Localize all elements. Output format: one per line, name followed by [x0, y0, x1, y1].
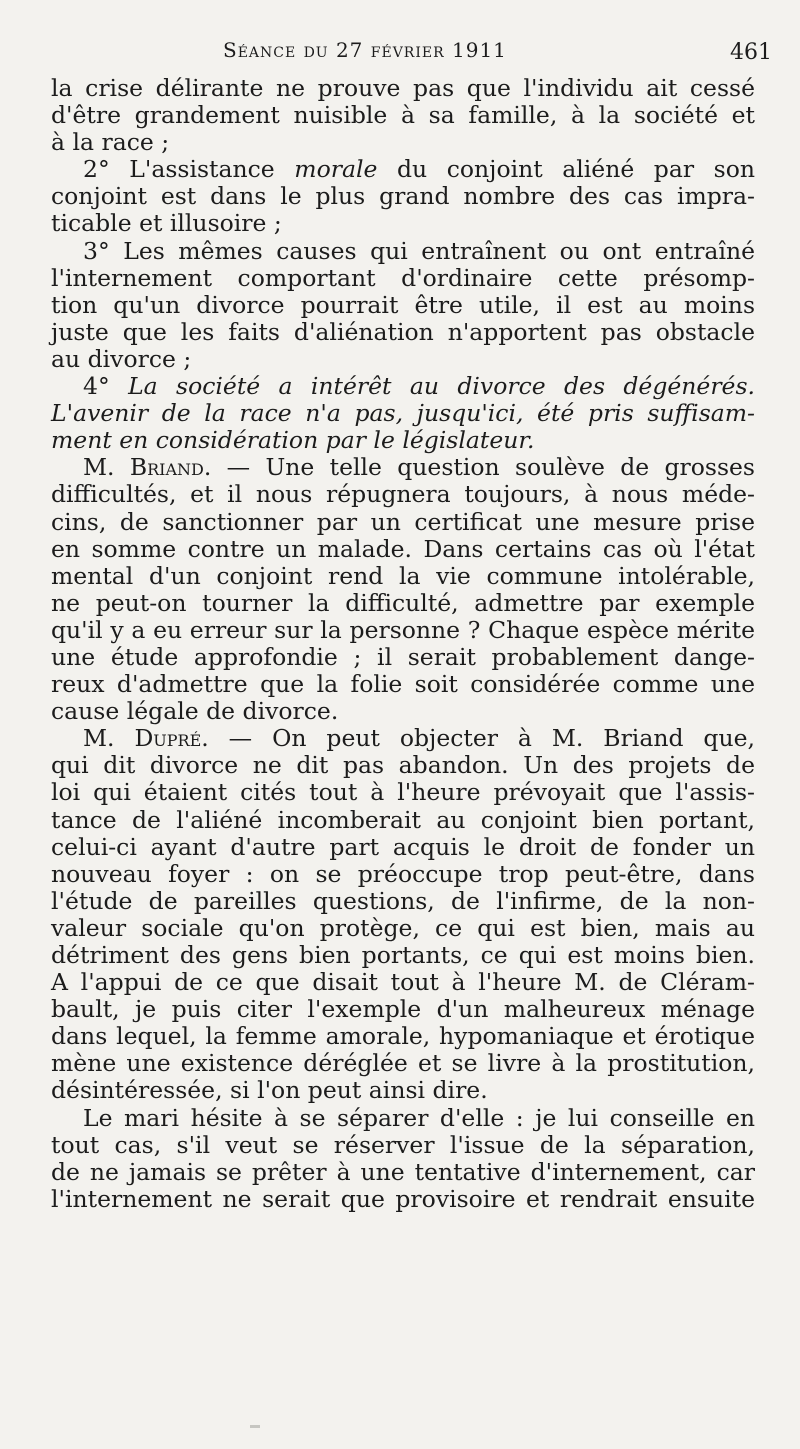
text-line: mental d'un conjoint rend la vie commune intolérable,	[51, 561, 755, 590]
text-line: au divorce ;	[51, 344, 192, 373]
list-item-2-start: 2° L'assistance	[83, 155, 275, 184]
list-item-2-rest: du conjoint aliéné par son	[396, 155, 755, 184]
text-line: l'étude de pareilles questions, de l'infirme, de la non-	[51, 886, 755, 915]
text-line: d'être grandement nuisible à sa famille, à la société et	[51, 101, 755, 130]
text-line: cause légale de divorce.	[51, 697, 339, 726]
text-line: 3° Les mêmes causes qui entraînent ou ont entraîné	[83, 236, 755, 265]
text-line	[51, 725, 755, 752]
body-text	[51, 75, 755, 1213]
italic-statement: La société a intérêt au divorce des dégénérés.	[128, 372, 755, 401]
text-line: en somme contre un malade. Dans certains cas où l'état	[51, 534, 755, 563]
text-line: tance de l'aliéné incomberait au conjoint bien portant,	[51, 805, 755, 834]
text-line: tout cas, s'il veut se réserver l'issue de la séparation,	[51, 1130, 755, 1159]
speech-start: — On peut objecter à M. Briand que,	[228, 724, 755, 753]
text-line: ticable et illusoire ;	[51, 209, 282, 238]
italic-line: L'avenir de la race n'a pas, jusqu'ici, été pris suffisam-	[51, 399, 755, 428]
text-line: une étude approfondie ; il serait probablement dange-	[51, 642, 755, 671]
paper-speck	[250, 1425, 260, 1428]
text-line: loi qui étaient cités tout à l'heure prévoyait que l'assis-	[51, 778, 755, 807]
text-line: A l'appui de ce que disait tout à l'heure M. de Cléram-	[51, 968, 755, 997]
italic-line: ment en considération par le législateur.	[51, 426, 535, 455]
text-line: bault, je puis citer l'exemple d'un malheureux ménage	[51, 995, 755, 1024]
text-line: reux d'admettre que la folie soit considérée comme une	[51, 670, 755, 699]
text-line: difficultés, et il nous répugnera toujours, à nous méde-	[51, 480, 755, 509]
speaker-briand: M. Briand.	[83, 453, 212, 482]
page-header	[0, 34, 800, 74]
speech-start: — Une telle question soulève de grosses	[226, 453, 755, 482]
text-line: l'internement ne serait que provisoire et rendrait ensuite	[51, 1184, 755, 1213]
text-line: l'internement comportant d'ordinaire cette présomp-	[51, 263, 755, 292]
text-line	[51, 156, 755, 183]
text-line	[51, 454, 755, 481]
text-line: détriment des gens bien portants, ce qui est moins bien.	[51, 941, 755, 969]
emphasis-morale: morale	[294, 155, 378, 184]
text-line: Le mari hésite à se séparer d'elle : je lui conseille en	[83, 1103, 755, 1132]
text-line: dans lequel, la femme amorale, hypomaniaque et érotique	[51, 1022, 755, 1051]
text-line: mène une existence déréglée et se livre à la prostitution,	[51, 1049, 755, 1078]
text-line: qui dit divorce ne dit pas abandon. Un des projets de	[51, 751, 755, 780]
page-number: 461	[730, 40, 772, 65]
text-line: tion qu'un divorce pourrait être utile, il est au moins	[51, 290, 755, 319]
text-line: celui-ci ayant d'autre part acquis le droit de fonder un	[51, 832, 755, 861]
text-line: à la race ;	[51, 128, 170, 157]
text-line: nouveau foyer : on se préoccupe trop peut-être, dans	[51, 859, 755, 888]
text-line: juste que les faits d'aliénation n'apportent pas obstacle	[51, 317, 755, 346]
text-line: cins, de sanctionner par un certificat une mesure prise	[51, 507, 755, 536]
text-line	[51, 373, 755, 400]
text-line: désintéressée, si l'on peut ainsi dire.	[51, 1076, 488, 1105]
speaker-dupre: M. Dupré.	[83, 724, 209, 753]
text-line: ne peut-on tourner la difficulté, admettre par exemple	[51, 588, 755, 617]
text-line: conjoint est dans le plus grand nombre des cas impra-	[51, 182, 755, 211]
text-line: la crise délirante ne prouve pas que l'individu ait cessé	[51, 74, 755, 102]
text-line: valeur sociale qu'on protège, ce qui est bien, mais au	[51, 913, 755, 942]
text-line: de ne jamais se prêter à une tentative d'internement, car	[51, 1157, 755, 1186]
text-line: qu'il y a eu erreur sur la personne ? Chaque espèce mérite	[51, 615, 755, 644]
list-item-4-number: 4°	[83, 372, 110, 401]
running-title: Séance du 27 février 1911	[223, 38, 507, 62]
